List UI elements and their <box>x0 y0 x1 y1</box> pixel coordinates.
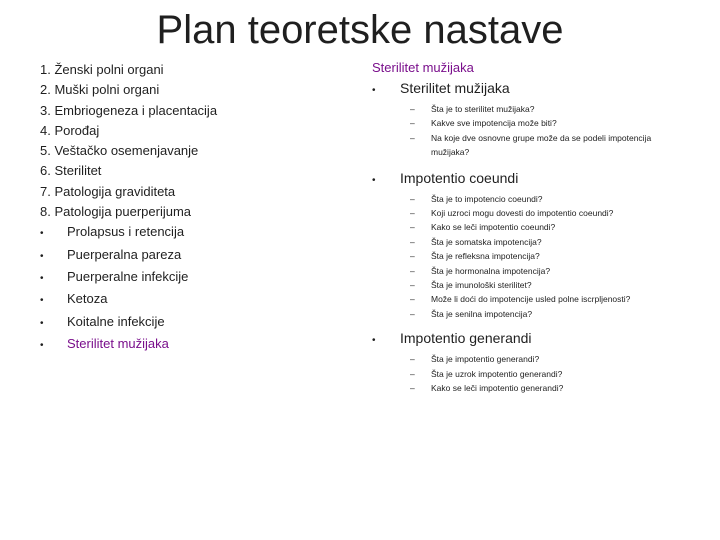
question-item <box>410 235 672 249</box>
bullet-icon: • <box>40 317 44 329</box>
question-item <box>410 220 672 234</box>
question-item <box>410 206 672 220</box>
question-item <box>410 278 672 292</box>
question-item <box>410 249 672 263</box>
question-text: Šta je to sterilitet mužijaka? <box>431 104 535 114</box>
question-item <box>410 102 672 116</box>
bullet-icon: • <box>372 174 376 186</box>
numbered-item: 5. Veštačko osemenjavanje <box>40 143 199 159</box>
bullet-label: Koitalne infekcije <box>67 313 165 329</box>
question-text: Šta je uzrok impotentio generandi? <box>431 368 563 379</box>
dash-icon: – <box>410 294 415 305</box>
dash-icon: – <box>410 222 415 233</box>
question-text: Može li doći do impotencije usled polne iscrpljenosti? <box>431 294 631 305</box>
bullet-item <box>40 312 340 334</box>
question-text: Šta je to impotencio coeundi? <box>431 193 543 204</box>
dash-icon: – <box>410 104 415 114</box>
section-label: Impotentio generandi <box>400 330 532 347</box>
bullet-item <box>40 334 340 356</box>
bullet-label: Puerperalna pareza <box>67 246 182 262</box>
dash-icon: – <box>410 193 415 204</box>
question-item <box>410 264 672 278</box>
bullet-icon: • <box>40 339 44 351</box>
dash-icon: – <box>410 354 415 365</box>
bullet-item <box>40 289 340 311</box>
dash-icon: – <box>410 251 415 262</box>
question-list <box>410 192 672 322</box>
question-text: Šta je refleksna impotencija? <box>431 251 540 262</box>
section-header <box>372 78 672 98</box>
bullet-label-highlighted: Sterilitet mužijaka <box>67 335 169 351</box>
question-text: Koji uzroci mogu dovesti do impotentio coeundi? <box>431 208 614 219</box>
question-text: Kako se leči impotentio coeundi? <box>431 222 556 233</box>
bullet-icon: • <box>40 295 44 307</box>
numbered-item: 1. Ženski polni organi <box>40 62 164 77</box>
bullet-icon: • <box>40 228 44 240</box>
dash-icon: – <box>410 132 415 143</box>
question-item <box>410 352 672 366</box>
topic-list <box>40 60 340 356</box>
dash-icon: – <box>410 368 415 379</box>
section <box>372 78 672 160</box>
section-heading: Sterilitet mužijaka <box>372 60 474 75</box>
dash-icon: – <box>410 208 415 219</box>
bullet-icon: • <box>40 272 44 284</box>
bullet-item <box>40 267 340 289</box>
question-text: Šta je impotentio generandi? <box>431 354 540 365</box>
question-text: Kako se leči impotentio generandi? <box>431 383 564 394</box>
section <box>372 168 672 322</box>
question-item <box>410 307 672 321</box>
dash-icon: – <box>410 118 415 129</box>
question-text: Šta je somatska impotencija? <box>431 236 542 247</box>
dash-icon: – <box>410 265 415 276</box>
dash-icon: – <box>410 236 415 247</box>
section-header <box>372 168 672 188</box>
dash-icon: – <box>410 383 415 394</box>
question-list <box>410 352 672 395</box>
page-title: Plan teoretske nastave <box>156 8 564 52</box>
question-item <box>410 116 672 130</box>
numbered-item: 3. Embriogeneza i placentacija <box>40 102 218 118</box>
bullet-icon: • <box>40 250 44 262</box>
bullet-icon: • <box>372 85 376 96</box>
question-item <box>410 131 672 160</box>
bullet-label: Puerperalne infekcije <box>67 268 189 284</box>
bullet-label: Ketoza <box>67 291 108 307</box>
numbered-item: 7. Patologija graviditeta <box>40 183 176 199</box>
question-list <box>410 102 672 160</box>
question-text: Na koje dve osnovne grupe može da se podeli impotencija mužijaka? <box>431 132 652 158</box>
question-text: Šta je hormonalna impotencija? <box>431 265 551 276</box>
question-item <box>410 292 672 306</box>
dash-icon: – <box>410 308 415 319</box>
bullet-icon: • <box>372 335 376 347</box>
section-label: Sterilitet mužijaka <box>400 80 510 96</box>
bullet-item <box>40 222 340 244</box>
question-text: Šta je imunološki sterilitet? <box>431 280 532 291</box>
question-item <box>410 367 672 381</box>
bullet-item <box>40 245 340 267</box>
numbered-item: 6. Sterilitet <box>40 163 102 179</box>
section-header <box>372 328 672 348</box>
dash-icon: – <box>410 280 415 291</box>
question-item <box>410 381 672 395</box>
question-text: Šta je senilna impotencija? <box>431 308 533 319</box>
question-item <box>410 192 672 206</box>
section <box>372 328 672 395</box>
question-panel <box>372 58 672 396</box>
bullet-label: Prolapsus i retencija <box>67 224 185 240</box>
section-label: Impotentio coeundi <box>400 169 519 186</box>
numbered-item: 2. Muški polni organi <box>40 82 160 98</box>
numbered-item: 4. Porođaj <box>40 122 100 138</box>
question-text: Kakve sve impotencija može biti? <box>431 118 557 129</box>
numbered-item: 8. Patologija puerperijuma <box>40 204 192 220</box>
